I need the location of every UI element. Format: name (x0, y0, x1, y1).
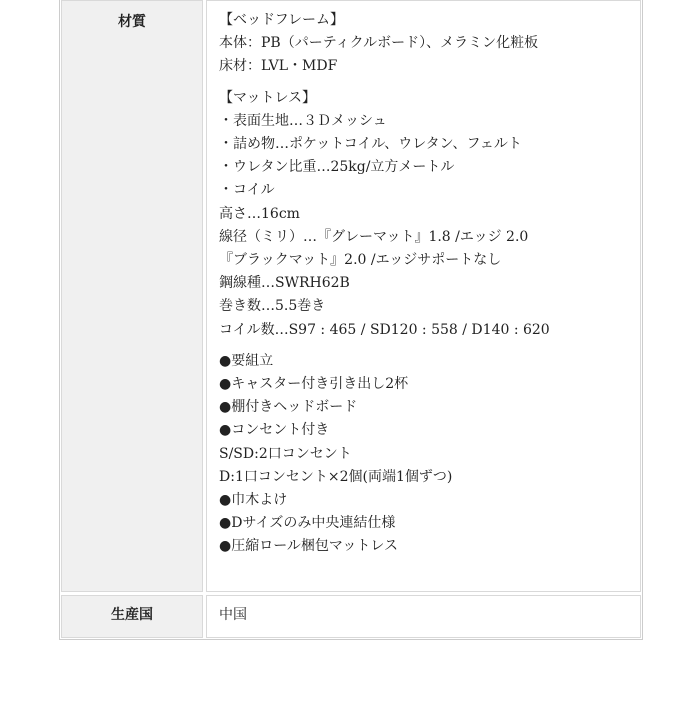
feature-line: ●要組立 (219, 352, 274, 369)
bed-frame-heading: 【ベッドフレーム】 (219, 12, 345, 28)
spec-value-material (206, 0, 641, 592)
feature-line: ●コンセント付き (219, 422, 330, 439)
mattress-line: 『ブラックマット』2.0 /エッジサポートなし (219, 252, 502, 269)
mattress-line: 巻き数…5.5巻き (219, 298, 326, 315)
bed-frame-line: 本体：PB（パーティクルボード）、メラミン化粧板 (219, 35, 539, 52)
mattress-heading: 【マットレス】 (219, 89, 317, 106)
spec-label-origin: 生産国 (61, 595, 203, 638)
mattress-line: ・表面生地…３Ｄメッシュ (219, 112, 387, 129)
feature-line: ●Dサイズのみ中央連結仕様 (219, 515, 396, 532)
feature-line: D:1口コンセント×2個(両端1個ずつ) (219, 468, 453, 485)
mattress-line: 鋼線種…SWRH62B (219, 275, 350, 292)
spec-label-material: 材質 (61, 0, 203, 592)
features-block (219, 350, 630, 559)
mattress-line: 線径（ミリ）…『グレーマット』1.8 /エッジ 2.0 (219, 228, 529, 245)
mattress-line: ・コイル (219, 182, 275, 199)
spec-value-origin: 中国 (206, 595, 641, 638)
bed-frame-block (219, 9, 630, 79)
spec-table (59, 0, 643, 640)
feature-line: ●巾木よけ (219, 492, 288, 509)
spec-row-origin (60, 594, 642, 639)
feature-line: ●キャスター付き引き出し2杯 (219, 376, 409, 393)
bed-frame-line: 床材：LVL・MDF (219, 58, 338, 75)
mattress-line: ・詰め物…ポケットコイル、ウレタン、フェルト (219, 136, 522, 153)
mattress-line: コイル数…S97 : 465 / SD120 : 558 / D140 : 620 (219, 321, 550, 338)
feature-line: ●棚付きヘッドボード (219, 399, 358, 416)
mattress-line: 高さ…16cm (219, 205, 300, 222)
feature-line: S/SD:2口コンセント (219, 445, 352, 462)
mattress-block (219, 87, 630, 342)
spec-row-material (60, 0, 642, 593)
feature-line: ●圧縮ロール梱包マットレス (219, 538, 398, 555)
mattress-line: ・ウレタン比重…25kg/立方メートル (219, 159, 455, 176)
